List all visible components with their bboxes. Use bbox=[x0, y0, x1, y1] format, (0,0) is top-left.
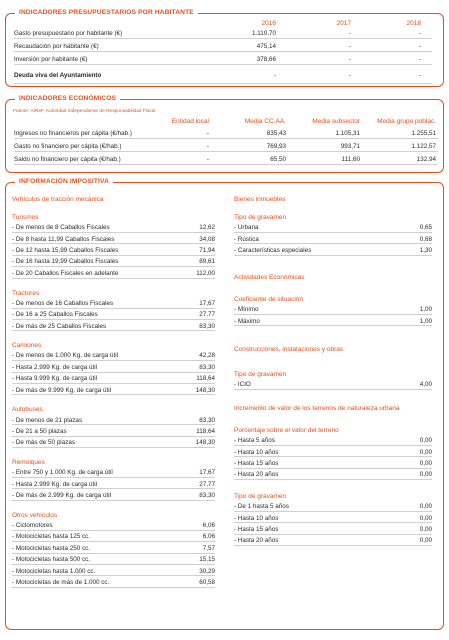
list-item bbox=[12, 363, 215, 373]
item-label: - Hasta 5 años bbox=[234, 437, 275, 445]
presupuestarios-row bbox=[14, 55, 432, 65]
row-value: - bbox=[418, 29, 421, 37]
row-label: Gasto presupuestario por habitante (€) bbox=[14, 29, 123, 37]
item-value: 30,29 bbox=[199, 567, 215, 575]
icio-title: Tipo de gravamen bbox=[234, 371, 287, 378]
row-value: 1.105,31 bbox=[335, 129, 360, 137]
year-2018: 2018 bbox=[406, 20, 421, 27]
item-label: - De 1 hasta 5 años bbox=[234, 503, 289, 511]
list-item bbox=[12, 352, 215, 362]
row-value: - bbox=[206, 142, 209, 150]
list-item bbox=[12, 555, 215, 565]
item-value: 148,30 bbox=[195, 386, 215, 394]
list-item bbox=[12, 299, 215, 309]
row-value: - bbox=[418, 55, 421, 63]
item-label: - Motocicletas hasta 250 cc. bbox=[12, 544, 91, 552]
list-item bbox=[234, 525, 432, 535]
tipo-title: Tipo de gravamen bbox=[234, 214, 287, 221]
row-value: 475,14 bbox=[256, 42, 276, 50]
row-value: 65,50 bbox=[270, 155, 286, 163]
list-item bbox=[12, 416, 215, 426]
economicos-header-3: Media grupo poblac. bbox=[377, 118, 436, 125]
item-label: - De más de 2.999 Kg. de carga útil bbox=[12, 492, 112, 500]
row-value: 993,71 bbox=[340, 142, 360, 150]
item-value: 17,67 bbox=[199, 299, 215, 307]
list-item bbox=[234, 503, 432, 513]
list-item bbox=[234, 437, 432, 447]
list-item bbox=[12, 322, 215, 332]
item-label: - Hasta 20 años bbox=[234, 471, 279, 479]
row-label: Recaudación por habitante (€) bbox=[14, 42, 99, 50]
item-label: - De 16 a 25 Caballos Fiscales bbox=[12, 311, 98, 319]
item-value: 1,00 bbox=[419, 306, 432, 314]
item-value: 83,30 bbox=[199, 322, 215, 330]
list-item bbox=[12, 469, 215, 479]
group-title: Turismos bbox=[12, 214, 39, 221]
item-value: 0,00 bbox=[419, 526, 432, 534]
item-value: 71,94 bbox=[199, 247, 215, 255]
item-value: 27,77 bbox=[199, 480, 215, 488]
item-value: 83,30 bbox=[199, 492, 215, 500]
item-label: - Rústica bbox=[234, 235, 259, 243]
list-item bbox=[12, 258, 215, 268]
item-label: - De 12 hasta 15,99 Caballos Fiscales bbox=[12, 247, 119, 255]
list-item bbox=[12, 521, 215, 531]
economicos-title: INDICADORES ECONÓMICOS bbox=[15, 95, 120, 102]
item-label: - Hasta 2.999 Kg. de carga útil bbox=[12, 480, 98, 488]
row-value: 769,93 bbox=[266, 142, 286, 150]
item-label: - De menos de 21 plazas bbox=[12, 416, 83, 424]
row-value: 1.110,70 bbox=[251, 29, 276, 37]
item-value: 0,68 bbox=[419, 235, 432, 243]
item-value: 4,00 bbox=[419, 381, 432, 389]
item-value: 0,00 bbox=[419, 514, 432, 522]
presupuestarios-row bbox=[14, 42, 432, 52]
item-value: 60,58 bbox=[199, 578, 215, 586]
item-label: - Hasta 2.999 Kg. de carga útil bbox=[12, 363, 98, 371]
row-label: Ingresos no financieros per cápita (€/hab.) bbox=[14, 129, 132, 137]
list-item bbox=[12, 375, 215, 385]
list-item bbox=[234, 235, 432, 245]
item-value: 0,00 bbox=[419, 437, 432, 445]
item-label: - De 21 a 50 plazas bbox=[12, 427, 67, 435]
row-value: - bbox=[206, 155, 209, 163]
economicos-row bbox=[14, 142, 438, 152]
row-value: 111,60 bbox=[341, 155, 360, 163]
group-title: Remolques bbox=[12, 459, 45, 466]
list-item bbox=[234, 514, 432, 524]
item-label: - Máximo bbox=[234, 317, 260, 325]
item-label: - De 20 Caballos Fiscales en adelante bbox=[12, 269, 119, 277]
item-label: - De menos de 8 Caballos Fiscales bbox=[12, 224, 110, 232]
list-item bbox=[12, 224, 215, 234]
presupuestarios-row bbox=[14, 29, 432, 39]
list-item bbox=[12, 427, 215, 437]
item-value: 1,30 bbox=[419, 247, 432, 255]
item-label: - Urbana bbox=[234, 224, 259, 232]
economicos-header-1: Media CC.AA. bbox=[244, 118, 286, 125]
list-item bbox=[12, 480, 215, 490]
presupuestarios-bottom-rule bbox=[14, 83, 432, 84]
economicos-source: Fuente: AIReF, Autoridad Independiente de Responsabilidad Fiscal bbox=[13, 109, 156, 114]
item-label: - De menos de 16 Caballos Fiscales bbox=[12, 299, 114, 307]
construcciones-heading: Construcciones, instalaciones y obras bbox=[234, 346, 344, 353]
item-label: - Motocicletas hasta 125 cc. bbox=[12, 533, 91, 541]
row-value: - bbox=[206, 129, 209, 137]
item-value: 83,30 bbox=[199, 363, 215, 371]
group-title: Camiones bbox=[12, 342, 42, 350]
list-item bbox=[12, 439, 215, 449]
row-label: Gasto no financiero per cápita (€/hab.) bbox=[14, 142, 122, 150]
item-label: - De 8 hasta 11,99 Caballos Fiscales bbox=[12, 235, 115, 243]
row-label: Inversión por habitante (€) bbox=[14, 55, 88, 63]
item-value: 0,00 bbox=[419, 471, 432, 479]
list-item bbox=[234, 246, 432, 256]
item-value: 27,77 bbox=[199, 311, 215, 319]
item-value: 0,00 bbox=[419, 460, 432, 468]
group-title: Autobuses bbox=[12, 406, 43, 414]
item-label: - Hasta 15 años bbox=[234, 526, 279, 534]
item-label: - ICIO bbox=[234, 381, 251, 389]
row-value: - bbox=[418, 72, 421, 80]
bienes-heading: Bienes inmuebles bbox=[234, 196, 286, 203]
item-label: - Hasta 10 años bbox=[234, 514, 279, 522]
item-value: 112,00 bbox=[196, 269, 215, 277]
row-value: - bbox=[348, 72, 351, 80]
row-value: - bbox=[273, 72, 276, 80]
list-item bbox=[12, 544, 215, 554]
item-value: 148,30 bbox=[195, 439, 215, 447]
row-label: Deuda viva del Ayuntamiento bbox=[14, 72, 102, 80]
impositiva-section bbox=[5, 178, 444, 630]
year-2016: 2016 bbox=[261, 20, 276, 27]
item-value: 6,06 bbox=[202, 533, 215, 541]
group-title: Tractores bbox=[12, 289, 40, 297]
list-item bbox=[12, 235, 215, 245]
list-item bbox=[234, 381, 432, 391]
item-label: - Características especiales bbox=[234, 247, 312, 255]
item-value: 0,00 bbox=[419, 448, 432, 456]
list-item bbox=[234, 471, 432, 481]
item-label: - Motocicletas hasta 500 cc. bbox=[12, 556, 91, 564]
economicos-row bbox=[14, 129, 438, 139]
incremento-heading: Incremento de valor de los terrenos de naturaleza urbana bbox=[234, 405, 400, 412]
item-label: - Hasta 10 años bbox=[234, 448, 279, 456]
actividades-heading: Actividades Económicas bbox=[234, 274, 305, 281]
economicos-header-0: Entidad local bbox=[171, 118, 209, 125]
item-value: 0,65 bbox=[419, 224, 432, 232]
list-item bbox=[234, 448, 432, 458]
vehiculos-heading: Vehículos de tracción mecánica bbox=[12, 196, 104, 203]
item-value: 12,62 bbox=[199, 224, 215, 232]
item-label: - De más de 25 Caballos Fiscales bbox=[12, 322, 107, 330]
presupuestarios-section bbox=[5, 9, 444, 87]
item-value: 0,00 bbox=[419, 537, 432, 545]
list-item bbox=[12, 578, 215, 588]
list-item bbox=[234, 224, 432, 234]
impositiva-title: INFORMACIÓN IMPOSITIVA bbox=[15, 178, 113, 185]
coef-title: Coeficiente de situación bbox=[234, 296, 304, 303]
list-item bbox=[12, 310, 215, 320]
item-value: 118,64 bbox=[196, 427, 215, 435]
presupuestarios-title: INDICADORES PRESUPUESTARIOS POR HABITANTE bbox=[15, 9, 198, 16]
item-value: 42,28 bbox=[199, 352, 215, 360]
row-value: 378,66 bbox=[256, 55, 276, 63]
item-value: 118,64 bbox=[196, 375, 215, 383]
list-item bbox=[12, 533, 215, 543]
list-item bbox=[234, 459, 432, 469]
list-item bbox=[12, 269, 215, 279]
list-item bbox=[234, 306, 432, 316]
list-item bbox=[12, 491, 215, 501]
item-label: - De 16 hasta 19,99 Caballos Fiscales bbox=[12, 258, 119, 266]
row-value: - bbox=[348, 29, 351, 37]
porcentaje-title: Porcentaje sobre el valor del terreno bbox=[234, 427, 339, 434]
item-value: 83,30 bbox=[199, 416, 215, 424]
list-item bbox=[12, 246, 215, 256]
item-value: 0,00 bbox=[419, 503, 432, 511]
item-label: - Hasta 15 años bbox=[234, 460, 279, 468]
row-value: - bbox=[348, 42, 351, 50]
item-label: - Hasta 20 años bbox=[234, 537, 279, 545]
list-item bbox=[234, 317, 432, 327]
row-value: 1.255,51 bbox=[411, 129, 436, 137]
group-title: Otros vehículos bbox=[12, 511, 58, 519]
item-label: - De más de 50 plazas bbox=[12, 439, 75, 447]
item-label: - Ciclomotores bbox=[12, 521, 53, 529]
item-label: - Mínimo bbox=[234, 306, 259, 314]
row-value: - bbox=[418, 42, 421, 50]
economicos-section bbox=[5, 95, 444, 173]
row-value: 1.122,57 bbox=[411, 142, 436, 150]
presupuestarios-row bbox=[14, 71, 432, 81]
item-label: - Hasta 9.999 Kg. de carga útil bbox=[12, 375, 98, 383]
item-label: - De menos de 1.000 Kg. de carga útil bbox=[12, 352, 119, 360]
item-label: - Entre 750 y 1.000 Kg. de carga útil bbox=[12, 469, 113, 477]
economicos-header-2: Media subsector bbox=[312, 118, 360, 125]
item-value: 17,67 bbox=[199, 469, 215, 477]
row-value: 835,43 bbox=[266, 129, 286, 137]
economicos-row bbox=[14, 155, 438, 165]
item-value: 34,08 bbox=[199, 235, 215, 243]
row-value: - bbox=[348, 55, 351, 63]
item-value: 1,00 bbox=[419, 317, 432, 325]
list-item bbox=[12, 386, 215, 396]
item-label: - De más de 9.999 Kg. de carga útil bbox=[12, 386, 112, 394]
item-label: - Motocicletas hasta 1.000 cc. bbox=[12, 567, 96, 575]
list-item bbox=[12, 567, 215, 577]
item-label: - Motocicletas de más de 1.000 cc. bbox=[12, 578, 110, 586]
item-value: 15,15 bbox=[199, 556, 215, 564]
item-value: 89,61 bbox=[199, 258, 215, 266]
year-2017: 2017 bbox=[336, 20, 351, 27]
item-value: 7,57 bbox=[202, 544, 215, 552]
row-label: Saldo no financiero per cápita (€/hab.) bbox=[14, 155, 121, 163]
item-value: 6,06 bbox=[202, 521, 215, 529]
list-item bbox=[234, 537, 432, 547]
tipo2-title: Tipo de gravamen bbox=[234, 493, 287, 500]
row-value: 132,94 bbox=[416, 155, 436, 163]
